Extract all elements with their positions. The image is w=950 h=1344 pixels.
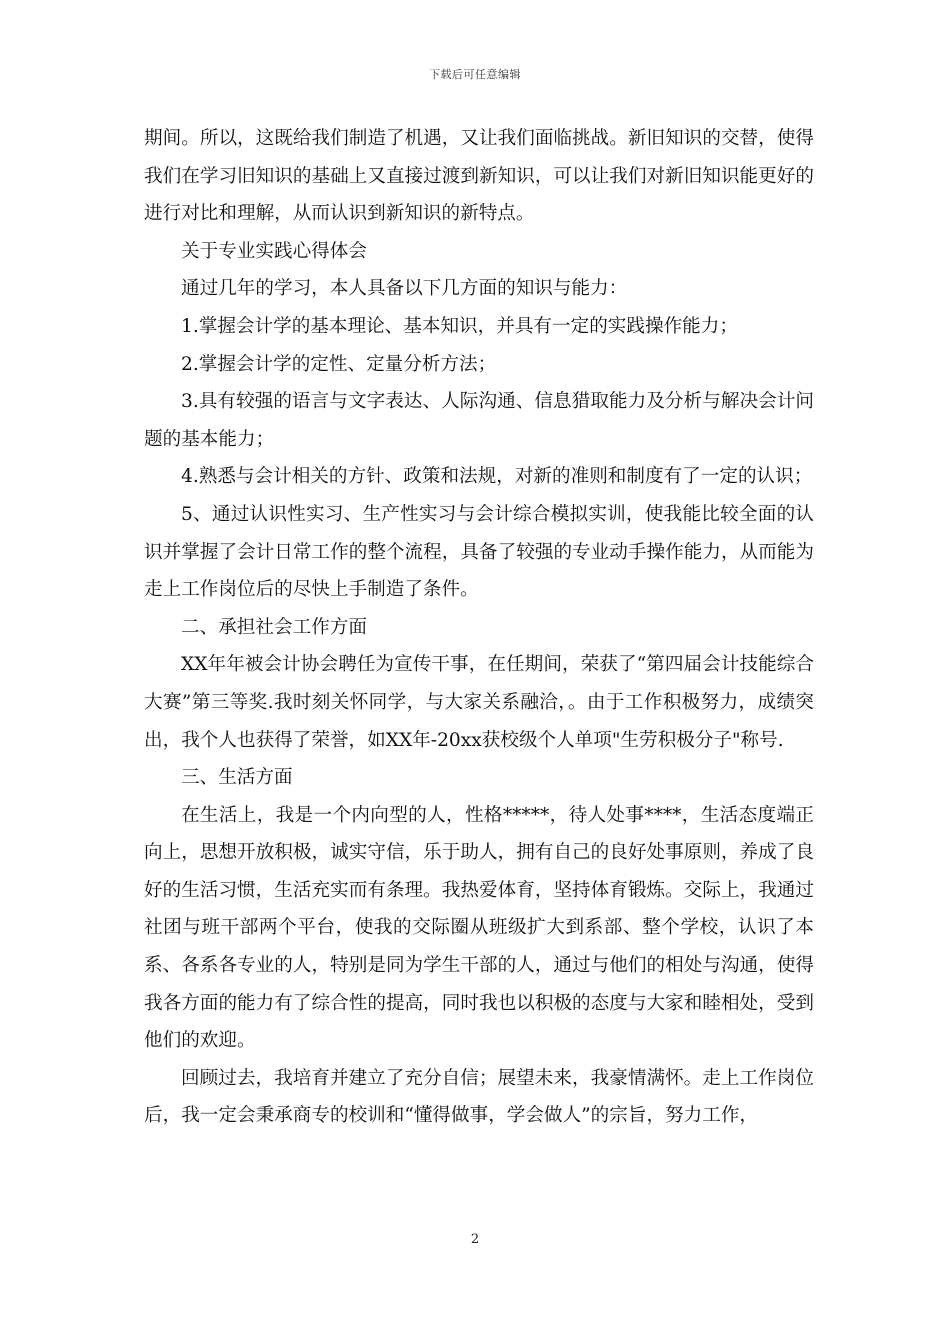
paragraph-life: 在生活上，我是一个内向型的人，性格*****，待人处事****，生活态度端正向上，思想开放积极，诚实守信，乐于助人，拥有自己的良好处事原则，养成了良好的生活习惯，生活充实而有条理。我热爱体育，坚持体育锻炼。交际上，我通过社团与班干部两个平台，使我的交际圈从班级扩大到系部、整个学校，认识了本系、各系各专业的人，特别是同为学生干部的人，通过与他们的相处与沟通，使得我各方面的能力有了综合性的提高，同时我也以积极的态度与大家和睦相处，受到他们的欢迎。	[144, 804, 814, 1052]
paragraph-continuation: 期间。所以，这既给我们制造了机遇，又让我们面临挑战。新旧知识的交替，使得我们在学习旧知识的基础上又直接过渡到新知识，可以让我们对新旧知识能更好的进行对比和理解，从而认识到新知识的新特点。	[144, 128, 814, 225]
document-body	[144, 120, 814, 1135]
list-item-1: 1.掌握会计学的基本理论、基本知识，并具有一定的实践操作能力；	[181, 315, 738, 337]
list-item-4: 4.熟悉与会计相关的方针、政策和法规，对新的准则和制度有了一定的认识；	[181, 466, 813, 488]
section-heading-life: 三、生活方面	[181, 767, 293, 789]
section-heading-social-work: 二、承担社会工作方面	[181, 616, 367, 638]
paragraph-conclusion: 回顾过去，我培育并建立了充分自信；展望未来，我豪情满怀。走上工作岗位后，我一定会秉承商专的校训和“懂得做事，学会做人”的宗旨，努力工作，	[144, 1067, 814, 1127]
list-item-5: 5、通过认识性实习、生产性实习与会计综合模拟实训，使我能比较全面的认识并掌握了会计日常工作的整个流程，具备了较强的专业动手操作能力，从而能为走上工作岗位后的尽快上手制造了条件。	[144, 503, 814, 601]
page-header: 下载后可任意编辑	[429, 68, 521, 81]
paragraph-social-work: XX年年被会计协会聘任为宣传干事，在任期间，荣获了“第四届会计技能综合大赛”第三等奖.我时刻关怀同学，与大家关系融洽，。由于工作积极努力，成绩突出，我个人也获得了荣誉，如XX年-20xx获校级个人单项"生劳积极分子"称号.	[144, 654, 814, 751]
list-item-2: 2.掌握会计学的定性、定量分析方法；	[181, 353, 497, 375]
section-heading-practice: 关于专业实践心得体会	[181, 240, 367, 262]
page-number: 2	[470, 1232, 480, 1247]
paragraph-intro-abilities: 通过几年的学习，本人具备以下几方面的知识与能力：	[181, 278, 628, 300]
list-item-3: 3.具有较强的语言与文字表达、人际沟通、信息猎取能力及分析与解决会计问题的基本能力；	[144, 391, 814, 450]
